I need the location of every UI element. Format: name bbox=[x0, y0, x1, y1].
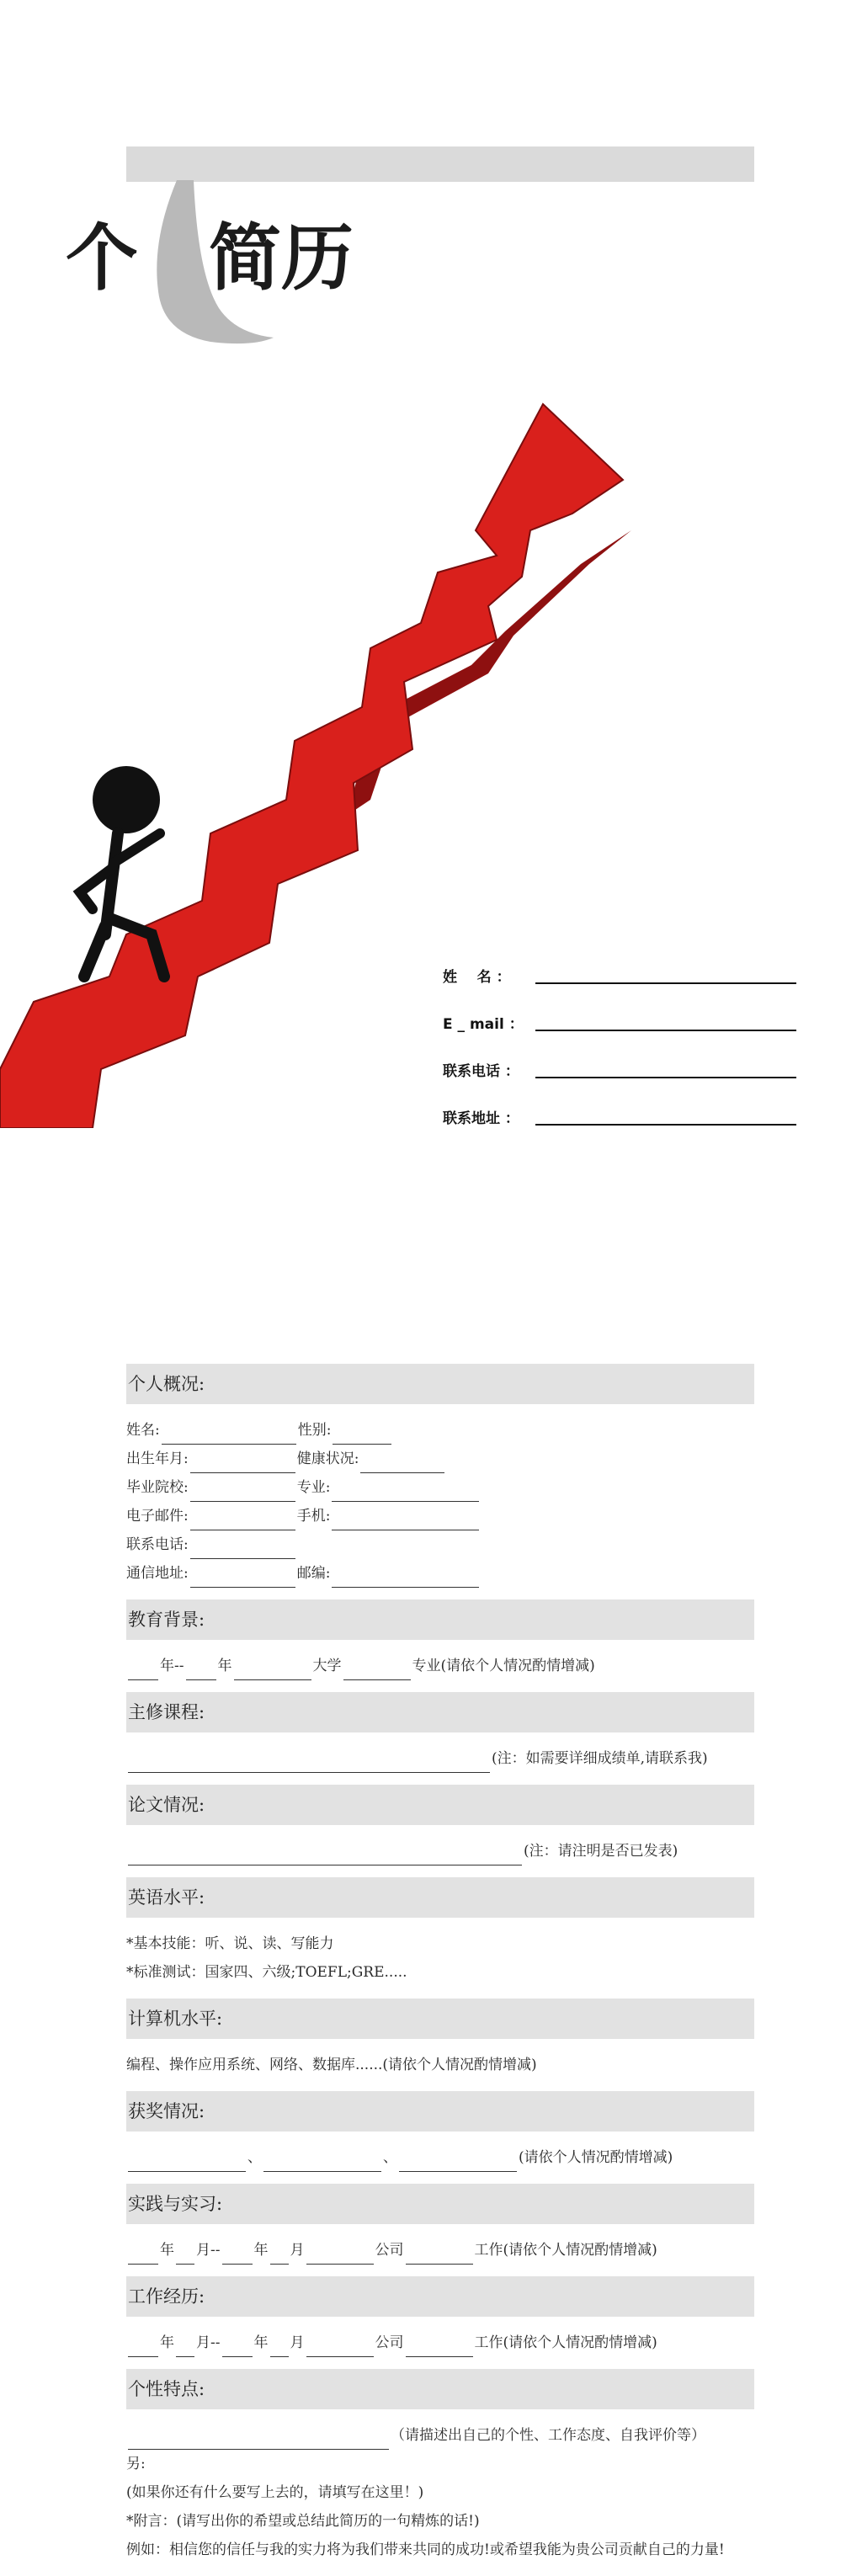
logo-title-rest: 简历 bbox=[209, 216, 354, 301]
text-month: 月-- bbox=[196, 2334, 221, 2351]
text-note: (请依个人情况酌情增减) bbox=[503, 2242, 657, 2259]
text-year: 年 bbox=[217, 1658, 232, 1674]
resume-logo bbox=[59, 165, 379, 367]
label-school: 毕业院校: bbox=[126, 1479, 189, 1496]
blank-courses[interactable] bbox=[128, 1754, 490, 1773]
section-title: 个性特点: bbox=[126, 2369, 754, 2409]
text-line: *附言：(请写出你的希望或总结此简历的一句精炼的话!) bbox=[126, 2513, 480, 2530]
section-title: 论文情况: bbox=[126, 1785, 754, 1825]
text-note: (请依个人情况酌情增减) bbox=[440, 1658, 595, 1674]
section-personality bbox=[126, 2369, 754, 2564]
blank-award-1[interactable] bbox=[128, 2153, 246, 2172]
cover-field-phone bbox=[443, 1033, 796, 1080]
section-title: 个人概况: bbox=[126, 1364, 754, 1404]
blank-gender[interactable] bbox=[333, 1425, 391, 1445]
section-title: 教育背景: bbox=[126, 1599, 754, 1640]
section-title: 工作经历: bbox=[126, 2276, 754, 2317]
form-row bbox=[126, 1559, 754, 1588]
blank-month-end[interactable] bbox=[270, 2338, 289, 2357]
section-english bbox=[126, 1877, 754, 1987]
blank-year-start[interactable] bbox=[128, 1661, 158, 1680]
text-year: 年 bbox=[253, 2242, 269, 2259]
cover-field-label: 姓 名 ： bbox=[443, 969, 511, 986]
blank-company[interactable] bbox=[306, 2245, 374, 2265]
text-note: (请依个人情况酌情增减) bbox=[519, 2149, 673, 2166]
cover-field-blank[interactable] bbox=[535, 964, 796, 984]
blank-work[interactable] bbox=[406, 2245, 473, 2265]
blank-year-end[interactable] bbox=[222, 2245, 253, 2265]
label-name: 姓名: bbox=[126, 1422, 160, 1439]
blank-month-end[interactable] bbox=[270, 2245, 289, 2265]
form-row bbox=[126, 2329, 754, 2357]
logo-char-ge: 个 bbox=[66, 216, 138, 301]
blank-year-end[interactable] bbox=[186, 1661, 216, 1680]
blank-year[interactable] bbox=[128, 2338, 158, 2357]
text-work: 工作 bbox=[474, 2242, 503, 2259]
blank-university[interactable] bbox=[234, 1661, 311, 1680]
text-line: 编程、操作应用系统、网络、数据库......(请依个人情况酌情增减) bbox=[126, 2057, 537, 2073]
text-line: 例如：相信您的信任与我的实力将为我们带来共同的成功!或希望我能为贵公司贡献自己的力量! bbox=[126, 2541, 725, 2558]
stick-figure-head bbox=[93, 766, 160, 833]
text-note: (注：如需要详细成绩单,请联系我) bbox=[492, 1750, 708, 1767]
blank-postcode[interactable] bbox=[332, 1568, 479, 1588]
resume-form bbox=[126, 1364, 754, 2576]
text-line: 另: bbox=[126, 2456, 146, 2472]
text-month: 月-- bbox=[196, 2242, 221, 2259]
blank-personality[interactable] bbox=[128, 2430, 389, 2450]
form-row bbox=[126, 1473, 754, 1502]
label-major: 专业: bbox=[296, 1479, 331, 1496]
text-sep: 、 bbox=[247, 2149, 262, 2166]
section-title: 获奖情况: bbox=[126, 2091, 754, 2132]
label-address: 通信地址: bbox=[126, 1565, 189, 1582]
text-note: （请描述出自己的个性、工作态度、自我评价等） bbox=[391, 2427, 705, 2444]
text-line: *标准测试：国家四、六级;TOEFL;GRE..... bbox=[126, 1964, 407, 1981]
section-education bbox=[126, 1599, 754, 1680]
blank-month[interactable] bbox=[176, 2245, 194, 2265]
blank-company[interactable] bbox=[306, 2338, 374, 2357]
blank-year-end[interactable] bbox=[222, 2338, 253, 2357]
section-thesis bbox=[126, 1785, 754, 1865]
label-email: 电子邮件: bbox=[126, 1508, 189, 1525]
form-row bbox=[126, 2421, 754, 2450]
section-title: 实践与实习: bbox=[126, 2184, 754, 2224]
text-line: *基本技能：听、说、读、写能力 bbox=[126, 1935, 334, 1952]
section-practice bbox=[126, 2184, 754, 2265]
cover-field-label: 联系电话 ： bbox=[443, 1063, 519, 1080]
cover-field-name bbox=[443, 939, 796, 986]
text-sep: 、 bbox=[383, 2149, 397, 2166]
blank-phone[interactable] bbox=[190, 1540, 295, 1559]
form-row bbox=[126, 1445, 754, 1473]
blank-email[interactable] bbox=[190, 1511, 295, 1530]
text-year: 年 bbox=[160, 2242, 174, 2259]
blank-school[interactable] bbox=[190, 1482, 295, 1502]
cover-field-label: 联系地址 ： bbox=[443, 1110, 519, 1127]
cover-field-address bbox=[443, 1080, 796, 1127]
form-row bbox=[126, 1652, 754, 1680]
cover-field-label: E _ mail ： bbox=[443, 1016, 524, 1033]
section-title: 主修课程: bbox=[126, 1692, 754, 1732]
blank-work[interactable] bbox=[406, 2338, 473, 2357]
section-computer bbox=[126, 1999, 754, 2079]
cover-field-blank[interactable] bbox=[535, 1058, 796, 1078]
text-note: (请依个人情况酌情增减) bbox=[503, 2334, 657, 2351]
text-month: 月 bbox=[290, 2242, 305, 2259]
blank-mobile[interactable] bbox=[332, 1511, 479, 1530]
blank-birth[interactable] bbox=[190, 1454, 295, 1473]
blank-award-3[interactable] bbox=[399, 2153, 517, 2172]
blank-thesis[interactable] bbox=[128, 1846, 522, 1865]
label-birth: 出生年月: bbox=[126, 1450, 189, 1467]
text-note: (注：请注明是否已发表) bbox=[524, 1843, 678, 1860]
blank-health[interactable] bbox=[360, 1454, 444, 1473]
blank-address[interactable] bbox=[190, 1568, 295, 1588]
blank-major[interactable] bbox=[332, 1482, 479, 1502]
section-title: 英语水平: bbox=[126, 1877, 754, 1918]
section-title: 计算机水平: bbox=[126, 1999, 754, 2039]
form-row bbox=[126, 1744, 754, 1773]
blank-month[interactable] bbox=[176, 2338, 194, 2357]
cover-field-blank[interactable] bbox=[535, 1011, 796, 1031]
cover-field-email bbox=[443, 986, 796, 1033]
form-row bbox=[126, 1416, 754, 1445]
text-line: (如果你还有什么要写上去的，请填写在这里！) bbox=[126, 2484, 424, 2501]
label-phone: 联系电话: bbox=[126, 1536, 189, 1553]
cover-field-blank[interactable] bbox=[535, 1105, 796, 1126]
form-row bbox=[126, 1837, 754, 1865]
form-row bbox=[126, 2143, 754, 2172]
blank-year[interactable] bbox=[128, 2245, 158, 2265]
text-year-sep: 年-- bbox=[160, 1658, 184, 1674]
cover-page bbox=[0, 0, 862, 1212]
label-postcode: 邮编: bbox=[296, 1565, 331, 1582]
blank-major[interactable] bbox=[343, 1661, 411, 1680]
form-row bbox=[126, 1502, 754, 1530]
form-row bbox=[126, 1530, 754, 1559]
text-major: 专业 bbox=[412, 1658, 441, 1674]
blank-award-2[interactable] bbox=[263, 2153, 381, 2172]
blank-name[interactable] bbox=[162, 1425, 296, 1445]
section-courses bbox=[126, 1692, 754, 1773]
form-row bbox=[126, 2236, 754, 2265]
text-work: 工作 bbox=[474, 2334, 503, 2351]
text-company: 公司 bbox=[375, 2334, 404, 2351]
label-gender: 性别: bbox=[297, 1422, 332, 1439]
text-company: 公司 bbox=[375, 2242, 404, 2259]
text-month: 月 bbox=[290, 2334, 305, 2351]
label-health: 健康状况: bbox=[296, 1450, 359, 1467]
label-mobile: 手机: bbox=[296, 1508, 331, 1525]
section-awards bbox=[126, 2091, 754, 2172]
text-university: 大学 bbox=[312, 1658, 342, 1674]
section-overview bbox=[126, 1364, 754, 1588]
section-work bbox=[126, 2276, 754, 2357]
cover-contact-fields bbox=[443, 939, 796, 1127]
text-year: 年 bbox=[253, 2334, 269, 2351]
text-year: 年 bbox=[160, 2334, 174, 2351]
